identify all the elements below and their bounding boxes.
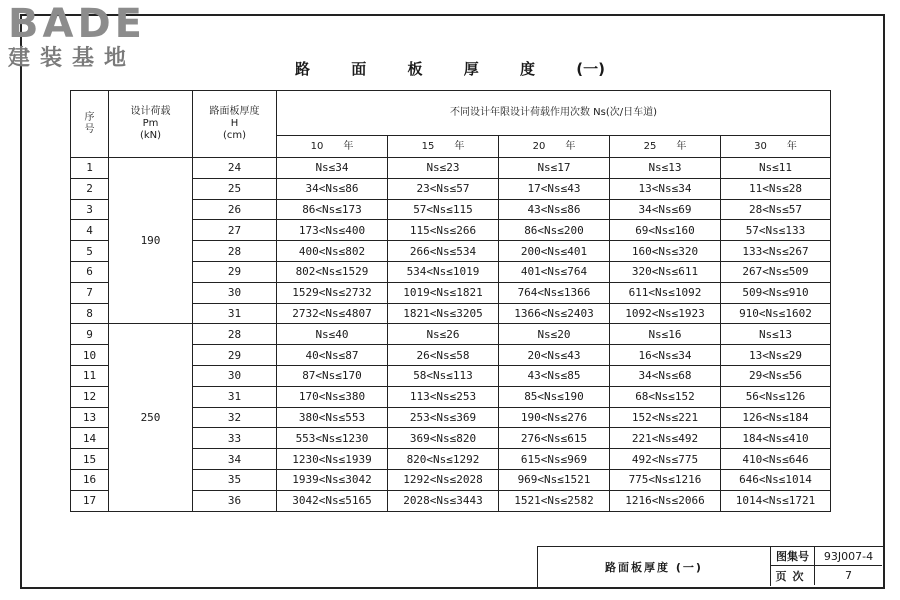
cell-ns-range: 1366<Ns≤2403: [499, 303, 610, 324]
cell-ns-range: 492<Ns≤775: [610, 449, 721, 470]
cell-ns-range: 1292<Ns≤2028: [388, 469, 499, 490]
cell-ns-range: 910<Ns≤1602: [721, 303, 831, 324]
header-thickness: [193, 91, 277, 158]
cell-ns-range: 133<Ns≤267: [721, 241, 831, 262]
cell-seq: 3: [71, 199, 109, 220]
cell-seq: 13: [71, 407, 109, 428]
cell-ns-range: 160<Ns≤320: [610, 241, 721, 262]
cell-ns-range: 34<Ns≤68: [610, 365, 721, 386]
cell-ns-range: 28<Ns≤57: [721, 199, 831, 220]
cell-ns-range: 69<Ns≤160: [610, 220, 721, 241]
cell-seq: 9: [71, 324, 109, 345]
title-char: 面: [351, 60, 367, 78]
watermark-cjk: 建装基地: [8, 46, 137, 71]
cell-ns-range: 3042<Ns≤5165: [277, 490, 388, 511]
title-block: [537, 546, 883, 587]
cell-ns-range: Ns≤23: [388, 158, 499, 179]
cell-seq: 6: [71, 261, 109, 282]
cell-seq: 14: [71, 428, 109, 449]
cell-ns-range: 1529<Ns≤2732: [277, 282, 388, 303]
cell-ns-range: 401<Ns≤764: [499, 261, 610, 282]
cell-ns-range: 1216<Ns≤2066: [610, 490, 721, 511]
cell-ns-range: 113<Ns≤253: [388, 386, 499, 407]
cell-ns-range: 20<Ns≤43: [499, 345, 610, 366]
cell-thickness: 32: [193, 407, 277, 428]
watermark-logo: [8, 2, 146, 72]
cell-ns-range: 57<Ns≤133: [721, 220, 831, 241]
cell-ns-range: 170<Ns≤380: [277, 386, 388, 407]
table-row: [71, 158, 831, 179]
cell-ns-range: 320<Ns≤611: [610, 261, 721, 282]
cell-thickness: 25: [193, 178, 277, 199]
header-seq: [71, 91, 109, 158]
header-group: 不同设计年限设计荷载作用次数 Ns(次/日车道): [277, 91, 831, 136]
cell-seq: 2: [71, 178, 109, 199]
cell-thickness: 26: [193, 199, 277, 220]
cell-ns-range: 410<Ns≤646: [721, 449, 831, 470]
cell-ns-range: 820<Ns≤1292: [388, 449, 499, 470]
cell-load: 250: [109, 324, 193, 511]
header-year: 20 年: [499, 136, 610, 158]
cell-ns-range: 34<Ns≤69: [610, 199, 721, 220]
title-char: 厚: [463, 60, 479, 78]
cell-ns-range: 1230<Ns≤1939: [277, 449, 388, 470]
cell-ns-range: 29<Ns≤56: [721, 365, 831, 386]
cell-ns-range: 1014<Ns≤1721: [721, 490, 831, 511]
cell-seq: 7: [71, 282, 109, 303]
title-char: 路: [295, 60, 311, 78]
thickness-table: [70, 90, 831, 512]
cell-ns-range: 40<Ns≤87: [277, 345, 388, 366]
cell-ns-range: 56<Ns≤126: [721, 386, 831, 407]
cell-thickness: 29: [193, 261, 277, 282]
cell-ns-range: 152<Ns≤221: [610, 407, 721, 428]
cell-ns-range: Ns≤17: [499, 158, 610, 179]
title-char: 板: [407, 60, 423, 78]
cell-ns-range: 13<Ns≤29: [721, 345, 831, 366]
header-year: 10 年: [277, 136, 388, 158]
header-thickness-text: 路面板厚度 H (cm): [209, 106, 260, 141]
cell-thickness: 28: [193, 241, 277, 262]
cell-ns-range: 1521<Ns≤2582: [499, 490, 610, 511]
cell-ns-range: 23<Ns≤57: [388, 178, 499, 199]
header-year: 30 年: [721, 136, 831, 158]
cell-ns-range: 115<Ns≤266: [388, 220, 499, 241]
header-load: [109, 91, 193, 158]
cell-seq: 16: [71, 469, 109, 490]
cell-seq: 11: [71, 365, 109, 386]
cell-ns-range: 126<Ns≤184: [721, 407, 831, 428]
cell-ns-range: 17<Ns≤43: [499, 178, 610, 199]
cell-ns-range: 43<Ns≤85: [499, 365, 610, 386]
cell-seq: 12: [71, 386, 109, 407]
cell-thickness: 24: [193, 158, 277, 179]
cell-ns-range: 969<Ns≤1521: [499, 469, 610, 490]
cell-ns-range: 802<Ns≤1529: [277, 261, 388, 282]
cell-ns-range: 2028<Ns≤3443: [388, 490, 499, 511]
cell-seq: 8: [71, 303, 109, 324]
cell-ns-range: 43<Ns≤86: [499, 199, 610, 220]
cell-ns-range: 11<Ns≤28: [721, 178, 831, 199]
watermark-latin: BADE: [8, 1, 146, 47]
header-seq-text: 序 号: [84, 112, 95, 135]
cell-ns-range: 553<Ns≤1230: [277, 428, 388, 449]
cell-ns-range: 1092<Ns≤1923: [610, 303, 721, 324]
cell-seq: 17: [71, 490, 109, 511]
cell-ns-range: 253<Ns≤369: [388, 407, 499, 428]
title-block-name: 路面板厚度 (一): [538, 547, 771, 586]
cell-thickness: 34: [193, 449, 277, 470]
cell-seq: 15: [71, 449, 109, 470]
cell-ns-range: 26<Ns≤58: [388, 345, 499, 366]
cell-ns-range: 190<Ns≤276: [499, 407, 610, 428]
cell-thickness: 29: [193, 345, 277, 366]
cell-thickness: 30: [193, 365, 277, 386]
table-row: [71, 324, 831, 345]
cell-ns-range: Ns≤13: [610, 158, 721, 179]
cell-ns-range: Ns≤16: [610, 324, 721, 345]
cell-ns-range: 611<Ns≤1092: [610, 282, 721, 303]
cell-ns-range: 775<Ns≤1216: [610, 469, 721, 490]
cell-ns-range: 58<Ns≤113: [388, 365, 499, 386]
cell-thickness: 28: [193, 324, 277, 345]
cell-ns-range: Ns≤20: [499, 324, 610, 345]
cell-ns-range: 184<Ns≤410: [721, 428, 831, 449]
cell-thickness: 35: [193, 469, 277, 490]
cell-ns-range: Ns≤13: [721, 324, 831, 345]
cell-ns-range: 764<Ns≤1366: [499, 282, 610, 303]
cell-ns-range: 221<Ns≤492: [610, 428, 721, 449]
cell-ns-range: 1821<Ns≤3205: [388, 303, 499, 324]
title-char: 度: [520, 60, 536, 78]
cell-load: 190: [109, 158, 193, 324]
cell-ns-range: 276<Ns≤615: [499, 428, 610, 449]
atlas-number-value: 93J007-4: [815, 547, 882, 566]
cell-ns-range: 509<Ns≤910: [721, 282, 831, 303]
cell-thickness: 27: [193, 220, 277, 241]
cell-thickness: 31: [193, 303, 277, 324]
cell-ns-range: 85<Ns≤190: [499, 386, 610, 407]
header-year: 15 年: [388, 136, 499, 158]
cell-ns-range: 369<Ns≤820: [388, 428, 499, 449]
page-number-label: 页次: [771, 566, 815, 585]
cell-ns-range: 2732<Ns≤4807: [277, 303, 388, 324]
cell-seq: 4: [71, 220, 109, 241]
cell-thickness: 31: [193, 386, 277, 407]
cell-ns-range: 86<Ns≤200: [499, 220, 610, 241]
cell-ns-range: 86<Ns≤173: [277, 199, 388, 220]
cell-ns-range: 200<Ns≤401: [499, 241, 610, 262]
cell-ns-range: Ns≤34: [277, 158, 388, 179]
atlas-number-label: 图集号: [771, 547, 815, 566]
cell-ns-range: 267<Ns≤509: [721, 261, 831, 282]
cell-thickness: 30: [193, 282, 277, 303]
cell-ns-range: 57<Ns≤115: [388, 199, 499, 220]
cell-seq: 10: [71, 345, 109, 366]
cell-ns-range: 68<Ns≤152: [610, 386, 721, 407]
title-char: (一): [576, 60, 605, 78]
cell-ns-range: 1939<Ns≤3042: [277, 469, 388, 490]
cell-ns-range: 13<Ns≤34: [610, 178, 721, 199]
cell-thickness: 33: [193, 428, 277, 449]
cell-ns-range: Ns≤26: [388, 324, 499, 345]
cell-ns-range: 16<Ns≤34: [610, 345, 721, 366]
cell-ns-range: 173<Ns≤400: [277, 220, 388, 241]
cell-ns-range: 380<Ns≤553: [277, 407, 388, 428]
cell-ns-range: 266<Ns≤534: [388, 241, 499, 262]
cell-ns-range: Ns≤40: [277, 324, 388, 345]
header-year: 25 年: [610, 136, 721, 158]
header-load-text: 设计荷载 Pm (kN): [130, 106, 171, 141]
cell-ns-range: 1019<Ns≤1821: [388, 282, 499, 303]
cell-ns-range: 87<Ns≤170: [277, 365, 388, 386]
cell-ns-range: 615<Ns≤969: [499, 449, 610, 470]
table-body: [71, 158, 831, 512]
cell-ns-range: 646<Ns≤1014: [721, 469, 831, 490]
cell-seq: 1: [71, 158, 109, 179]
cell-ns-range: Ns≤11: [721, 158, 831, 179]
cell-ns-range: 34<Ns≤86: [277, 178, 388, 199]
cell-thickness: 36: [193, 490, 277, 511]
page-number-value: 7: [845, 569, 852, 582]
cell-ns-range: 534<Ns≤1019: [388, 261, 499, 282]
cell-seq: 5: [71, 241, 109, 262]
cell-ns-range: 400<Ns≤802: [277, 241, 388, 262]
